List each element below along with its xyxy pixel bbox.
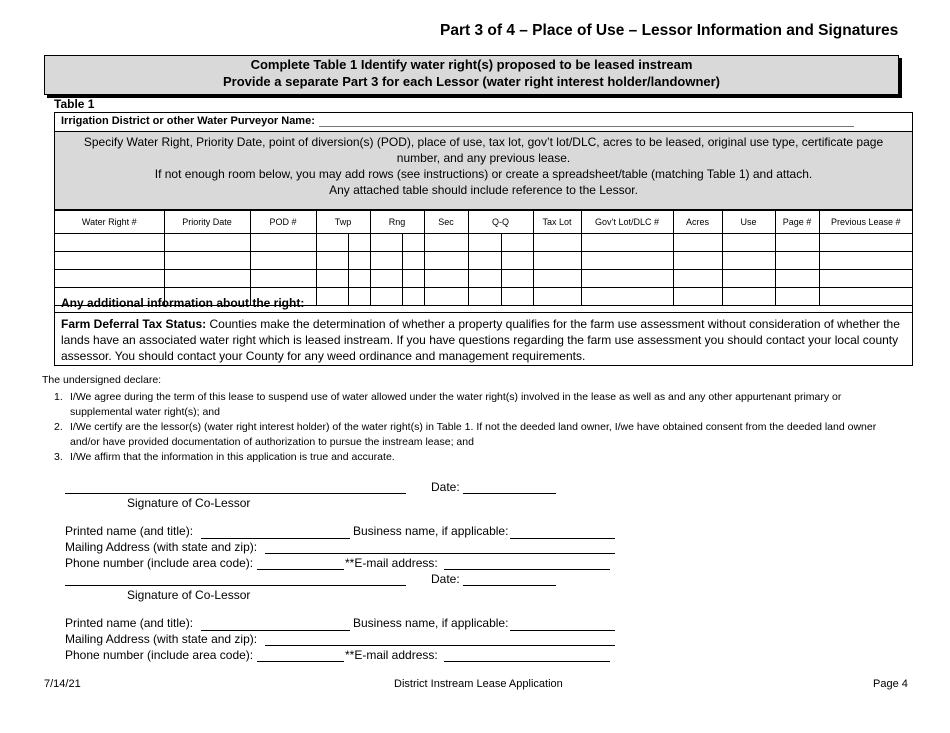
irrigation-district-row: [55, 113, 912, 132]
instruction-line-3: If not enough room below, you may add rows (see instructions) or create a spreadsheet/table (matching Table 1) and attach.: [154, 167, 813, 181]
table-row[interactable]: [55, 234, 912, 252]
date-field[interactable]: [463, 493, 556, 494]
mailing-address-label: Mailing Address (with state and zip):: [65, 632, 258, 646]
email-label: **E-mail address:: [345, 648, 438, 662]
instructions-banner: [44, 55, 899, 95]
co-lessor-signature-field[interactable]: [65, 585, 406, 586]
additional-info-label: Any additional information about the right:: [61, 296, 305, 310]
mailing-address-label: Mailing Address (with state and zip):: [65, 540, 258, 554]
declaration-item-number: 2.: [54, 421, 63, 433]
col-tax-lot: Tax Lot: [533, 211, 581, 234]
col-qq: Q-Q: [468, 211, 533, 234]
signature-label: Signature of Co-Lessor: [127, 496, 251, 510]
footer-page-number: Page 4: [873, 678, 908, 690]
col-page: Page #: [775, 211, 819, 234]
banner-line-2: Provide a separate Part 3 for each Lessor (water right interest holder/landowner): [222, 74, 721, 89]
farm-deferral-label: Farm Deferral Tax Status:: [61, 317, 207, 331]
table-row[interactable]: [55, 252, 912, 270]
mailing-address-field[interactable]: [265, 645, 615, 646]
irrigation-district-field[interactable]: [319, 115, 854, 127]
table-1: [54, 112, 913, 366]
declaration-item: [54, 420, 904, 450]
business-name-label: Business name, if applicable:: [353, 524, 509, 538]
email-field[interactable]: [444, 661, 610, 662]
declaration-item-number: 3.: [54, 451, 63, 463]
farm-deferral-note: [55, 313, 912, 366]
date-label: Date:: [431, 572, 460, 586]
additional-info-row[interactable]: [55, 294, 912, 313]
email-label: **E-mail address:: [345, 556, 438, 570]
table-instructions: [55, 132, 912, 210]
printed-name-label: Printed name (and title):: [65, 616, 194, 630]
declaration-item: [54, 390, 904, 420]
footer-date: 7/14/21: [44, 678, 81, 690]
date-field[interactable]: [463, 585, 556, 586]
table-header-row: [55, 211, 912, 234]
banner-line-1: Complete Table 1 Identify water right(s) proposed to be leased instream: [250, 57, 693, 72]
col-twp: Twp: [316, 211, 370, 234]
declaration-item-text: I/We certify are the lessor(s) (water right interest holder) of the water right(s) in Table 1. If not the deeded land owner, I/we have obtained consent from the deeded land owner and/or have provided documentation of authorization to pursue the instream lease; and: [70, 421, 877, 448]
col-rng: Rng: [370, 211, 424, 234]
date-label: Date:: [431, 480, 460, 494]
col-use: Use: [722, 211, 775, 234]
declaration-item-text: I/We affirm that the information in this application is true and accurate.: [70, 451, 395, 463]
col-sec: Sec: [424, 211, 468, 234]
footer-document-title: District Instream Lease Application: [394, 678, 563, 690]
instruction-line-1: Specify Water Right, Priority Date, point of diversion(s) (POD), place of use, tax lot, gov’t lot/DLC, acres to be leased, original use type, certificate page: [83, 135, 884, 149]
business-name-field[interactable]: [510, 630, 615, 631]
declaration-intro: The undersigned declare:: [42, 374, 162, 386]
phone-label: Phone number (include area code):: [65, 648, 254, 662]
page-title: Part 3 of 4 – Place of Use – Lessor Information and Signatures: [440, 22, 899, 39]
printed-name-label: Printed name (and title):: [65, 524, 194, 538]
col-water-right: Water Right #: [55, 211, 164, 234]
phone-label: Phone number (include area code):: [65, 556, 254, 570]
col-govt-lot: Gov’t Lot/DLC #: [581, 211, 673, 234]
co-lessor-signature-field[interactable]: [65, 493, 406, 494]
phone-field[interactable]: [257, 661, 344, 662]
table-row[interactable]: [55, 270, 912, 288]
declaration-item: [54, 450, 904, 465]
declaration-item-number: 1.: [54, 391, 63, 403]
phone-field[interactable]: [257, 569, 344, 570]
email-field[interactable]: [444, 569, 610, 570]
declaration-item-text: I/We agree during the term of this lease to suspend use of water allowed under the water right(s) involved in the lease as well as and any other appurtenant primary or supplemental water right(s); and: [70, 391, 842, 418]
business-name-label: Business name, if applicable:: [353, 616, 509, 630]
col-pod: POD #: [250, 211, 316, 234]
mailing-address-field[interactable]: [265, 553, 615, 554]
farm-deferral-text: Counties make the determination of whether a property qualifies for the farm use assessment without consideration of whether the lands have an associated water right which is leased instream. If you have questions regarding the farm use assessment you should contact your local county assessor. You should contact your County for any weed ordinance and management requirements.: [61, 317, 900, 363]
printed-name-field[interactable]: [201, 630, 350, 631]
instruction-line-2: number, and any previous lease.: [396, 151, 571, 165]
signature-label: Signature of Co-Lessor: [127, 588, 251, 602]
col-previous-lease: Previous Lease #: [819, 211, 912, 234]
col-acres: Acres: [673, 211, 722, 234]
printed-name-field[interactable]: [201, 538, 350, 539]
instruction-line-4: Any attached table should include reference to the Lessor.: [329, 183, 638, 197]
table-1-label: Table 1: [54, 97, 95, 111]
col-priority-date: Priority Date: [164, 211, 250, 234]
water-rights-table: [55, 210, 912, 306]
irrigation-district-label: Irrigation District or other Water Purveyor Name:: [61, 115, 315, 127]
business-name-field[interactable]: [510, 538, 615, 539]
